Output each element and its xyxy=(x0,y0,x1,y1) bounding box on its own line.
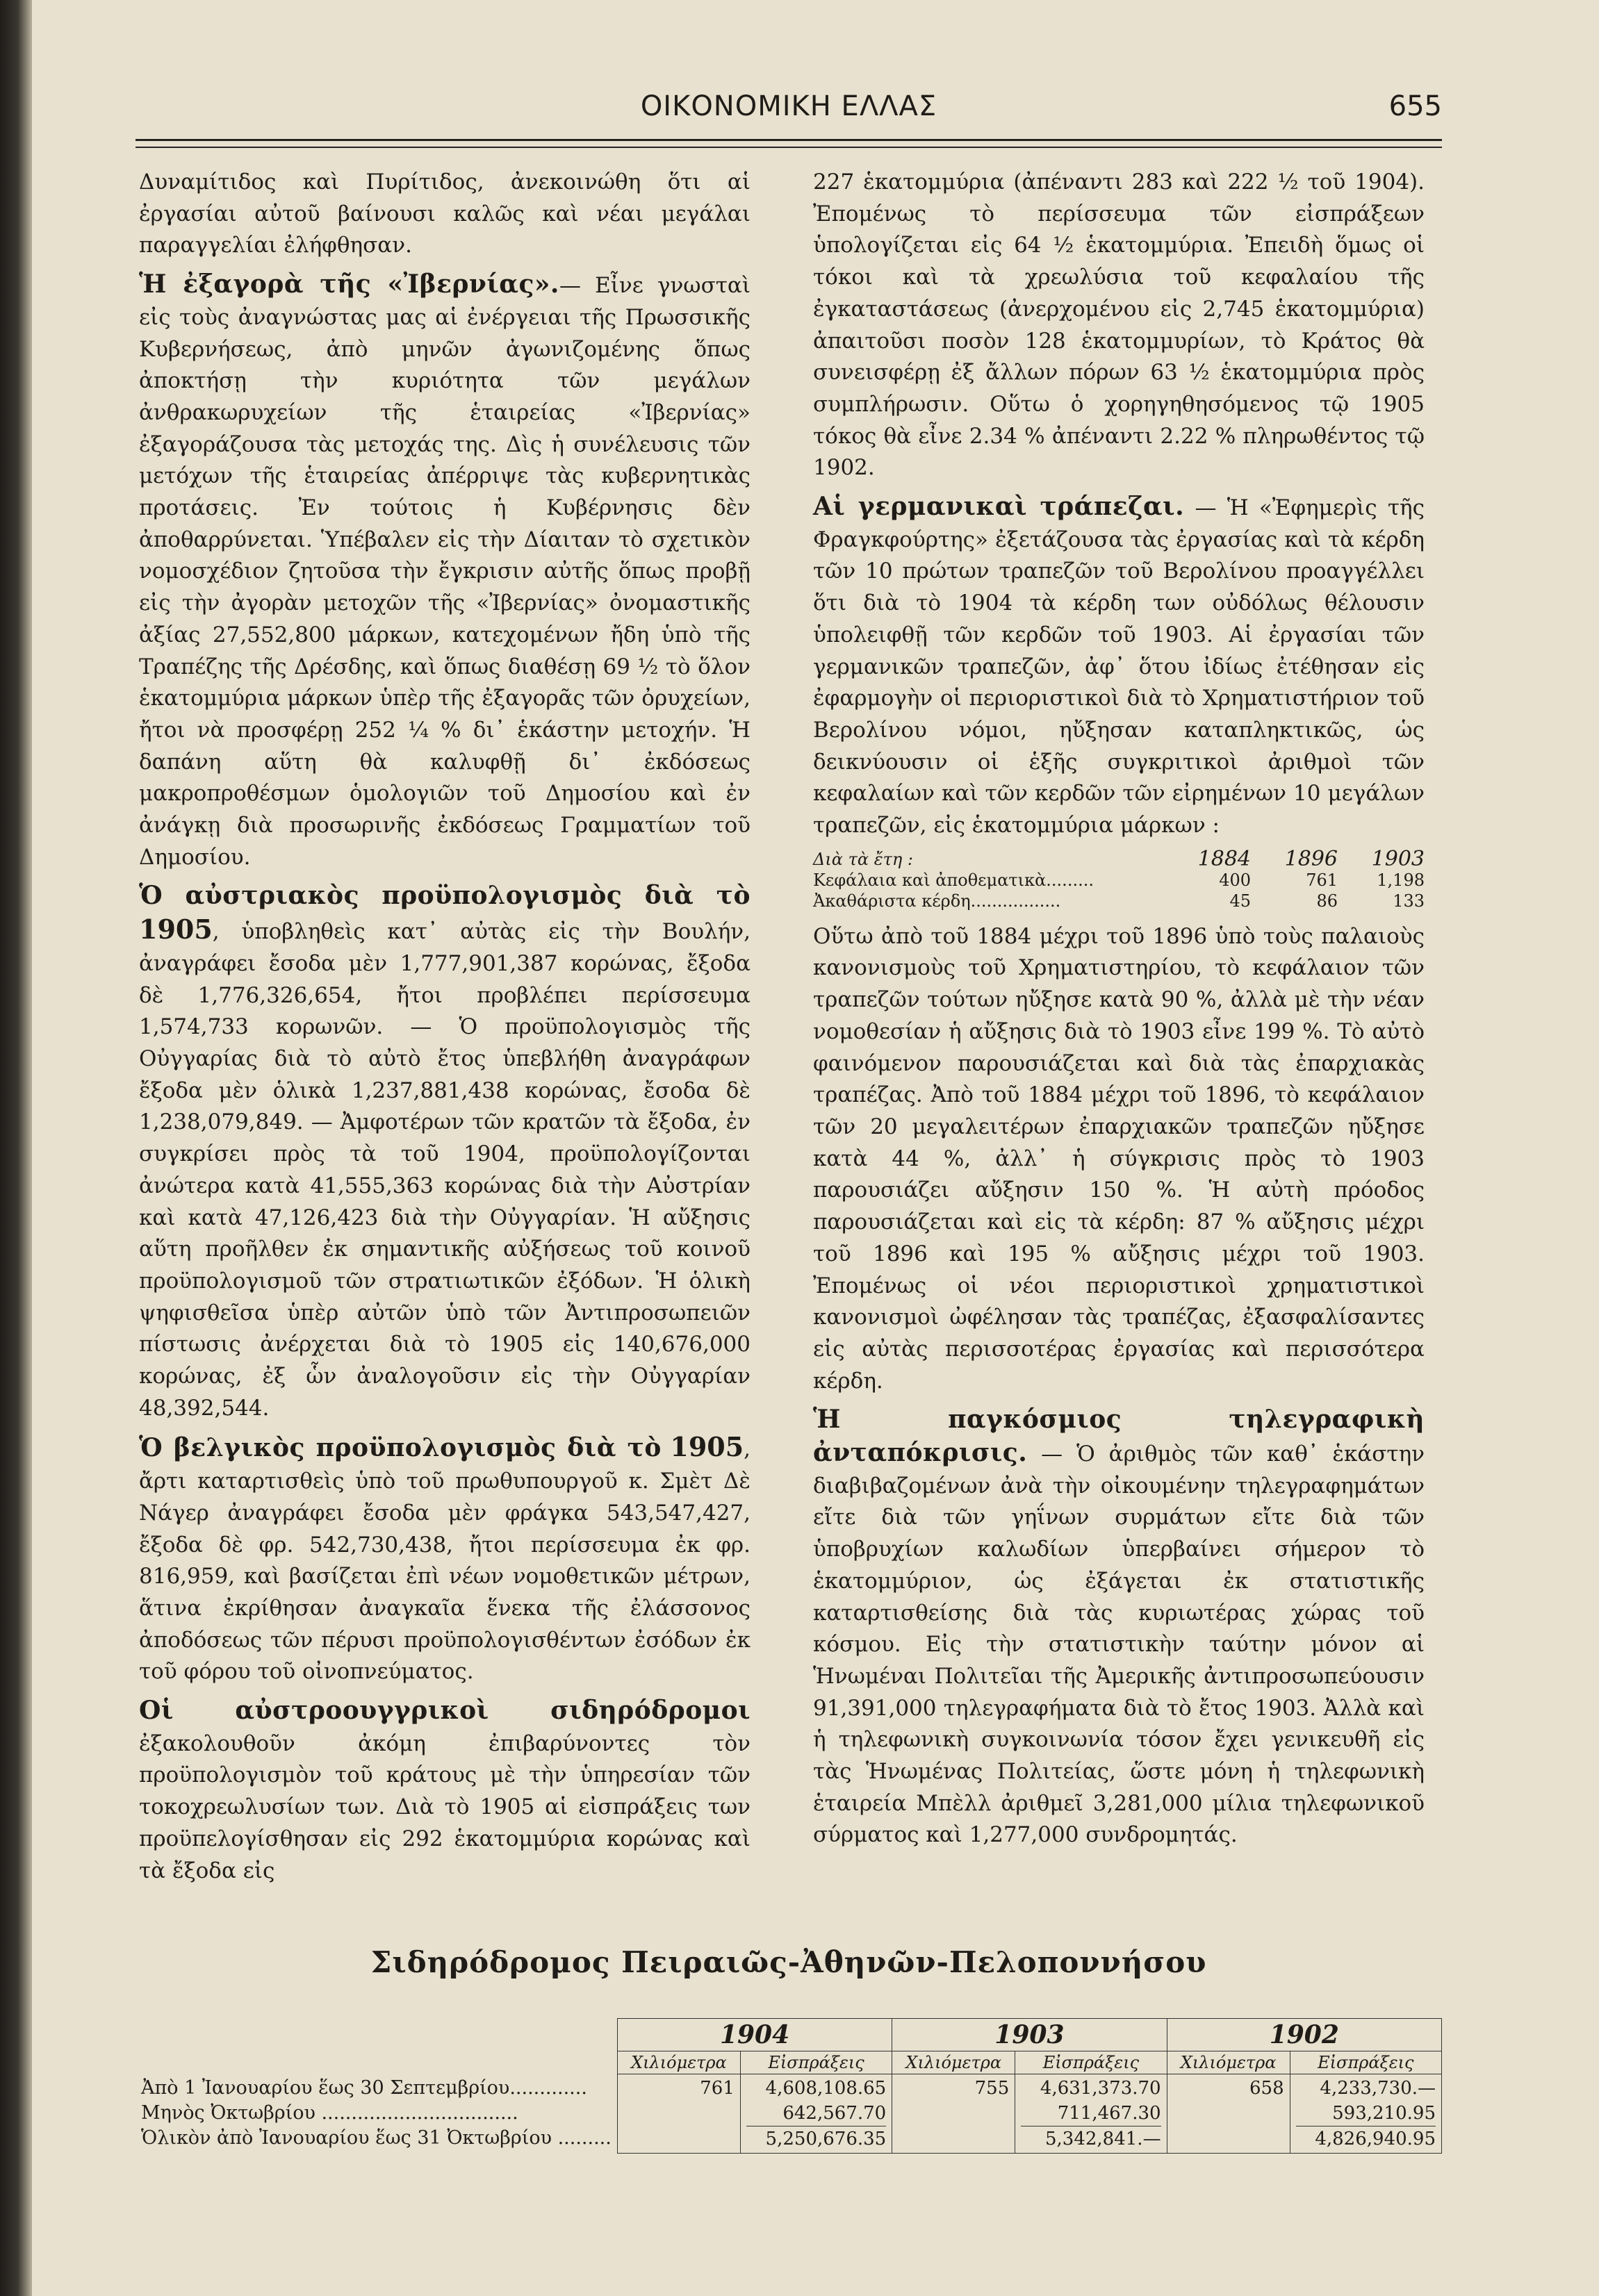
stats-value: 133 xyxy=(1393,891,1425,911)
receipt-total: 4,826,940.95 xyxy=(1296,2126,1436,2152)
running-title: ΟΙΚΟΝΟΜΙΚΗ ΕΛΛΑΣ xyxy=(640,90,937,122)
stats-row-label: Κεφάλαια καὶ ἀποθεματικὰ......... xyxy=(813,870,1094,890)
article-austrian-budget xyxy=(139,880,751,1424)
km-cell xyxy=(1167,2074,1290,2154)
article-heading-year: 1905 xyxy=(670,1431,744,1463)
stats-header-row xyxy=(813,846,1425,871)
stats-value: 45 xyxy=(1229,891,1251,911)
article-continuation: 227 ἑκατομμύρια (ἀπέναντι 283 καὶ 222 ½ τοῦ 1904). Ἐπομένως τὸ περίσσευμα τῶν εἰσπράξεων ὑπολογίζεται εἰς 64 ½ ἑκατομμύρια. Ἐπειδὴ ὅμως οἱ τόκοι καὶ τὰ χρεωλύσια τοῦ κεφαλαίου τῆς ἐγκαταστάσεως (ἀνερχομένου εἰς 2,745 ἑκατομμύρια) ἀπαιτοῦσι ποσὸν 128 ἑκατομμυρίων, τὸ Κράτος θὰ συνεισφέρῃ ἐξ ἄλλων πόρων 63 ½ ἑκατομμύρια πρὸς συμπλήρωσιν. Οὕτω ὁ χορηγηθησόμενος τῷ 1905 τόκος θὰ εἶνε 2.34 % ἀπέναντι 2.22 % πληρωθέντος τῷ 1902. xyxy=(813,170,1425,481)
stats-row-label: Ἀκαθάριστα κέρδη................. xyxy=(813,891,1061,911)
article-belgian-budget xyxy=(139,1431,751,1688)
receipt-total: 5,342,841.— xyxy=(1021,2126,1161,2152)
article-body: — Ὁ ἀριθμὸς τῶν καθ᾽ ἑκάστην διαβιβαζομένων ἀνὰ τὴν οἰκουμένην τηλεγραφημάτων εἴτε διὰ τῶν γηΐνων συρμάτων εἴτε διὰ τῶν ὑποβρυχίων καλωδίων ὑπερβαίνει σήμερον τὸ ἑκατομμύριον, ὡς ἐξάγεται ἐκ στατιστικῆς καταρτισθείσης διὰ τὰς κυριωτέρας χώρας τοῦ κόσμου. Εἰς τὴν στατιστικὴν ταύτην μόνον αἱ Ἡνωμέναι Πολιτεῖαι τῆς Ἀμερικῆς ἀντιπροσωπεύουσιν 91,391,000 τηλεγραφήματα διὰ τὸ ἔτος 1903. Ἀλλὰ καὶ ἡ τηλεφωνικὴ συγκοινωνία τόσον ἔχει γενικευθῆ εἰς τὰς Ἡνωμένας Πολιτείας, ὥστε μόνη ἡ τηλεφωνικὴ ἑταιρεία Μπὲλλ ἀριθμεῖ 3,281,000 μίλια τηλεφωνικοῦ σύρματος καὶ 1,277,000 συνδρομητάς. xyxy=(813,1442,1425,1848)
header-double-rule xyxy=(136,139,1442,148)
stats-row xyxy=(813,870,1425,891)
receipt-value: 593,210.95 xyxy=(1332,2103,1436,2124)
page-number: 655 xyxy=(1388,90,1442,122)
column-receipts: Εἰσπράξεις xyxy=(1015,2051,1167,2074)
table-data-row xyxy=(136,2074,1442,2154)
column-receipts: Εἰσπράξεις xyxy=(1290,2051,1441,2074)
table-corner xyxy=(136,2051,617,2074)
article-ibernia xyxy=(139,269,751,873)
stats-value: 86 xyxy=(1316,891,1338,911)
article-heading-year: 1905 xyxy=(139,914,213,945)
left-column xyxy=(139,167,751,1894)
receipt-value: 4,631,373.70 xyxy=(1040,2078,1161,2099)
article-heading: Ὁ βελγικὸς προϋπολογισμὸς διὰ τὸ xyxy=(139,1433,662,1463)
stats-year: 1903 xyxy=(1371,846,1425,871)
article-heading: Αἱ γερμανικαὶ τράπεζαι. xyxy=(813,492,1185,522)
stats-value: 761 xyxy=(1306,870,1338,890)
row-labels xyxy=(136,2074,617,2154)
receipt-value: 4,233,730.— xyxy=(1320,2078,1436,2099)
article-heading: Οἱ αὐστροουγγρικοὶ σιδηρόδρομοι xyxy=(139,1696,751,1726)
article-telegraph xyxy=(813,1404,1425,1851)
stats-value: 1,198 xyxy=(1377,870,1425,890)
km-value: 761 xyxy=(700,2078,735,2099)
km-value: 755 xyxy=(974,2078,1010,2099)
row-label: Ἀπὸ 1 Ἰανουαρίου ἕως 30 Σεπτεμβρίου............. xyxy=(141,2076,587,2099)
table-year: 1902 xyxy=(1167,2019,1441,2051)
km-cell xyxy=(892,2074,1015,2154)
railway-receipts-table xyxy=(136,2018,1442,2154)
receipts-cell xyxy=(740,2074,892,2154)
table-corner xyxy=(136,2019,617,2051)
column-km: Χιλιόμετρα xyxy=(617,2051,740,2074)
page-header xyxy=(136,90,1442,132)
article-body: — Εἶνε γνωσταὶ εἰς τοὺς ἀναγνώστας μας αἱ ἐνέργειαι τῆς Πρωσσικῆς Κυβερνήσεως, ἀπὸ μηνῶν ἀγωνιζομένης ὅπως ἀποκτήσῃ τὴν κυριότητα τῶν μεγάλων ἀνθρακωρυχείων τῆς ἑταιρείας «Ἰβερνίας» ἐξαγοράζουσα τὰς μετοχάς της. Δὶς ἡ συνέλευσις τῶν μετόχων τῆς ἑταιρείας ἀπέρριψε τὰς κυβερνητικὰς προτάσεις. Ἐν τούτοις ἡ Κυβέρνησις δὲν ἀποθαρρύνεται. Ὑπέβαλεν εἰς τὴν Δίαιταν τὸ σχετικὸν νομοσχέδιον ζητοῦσα τὴν ἔγκρισιν αὐτῆς ὅπως προβῇ εἰς τὴν ἀγορὰν μετοχῶν τῆς «Ἰβερνίας» ὀνομαστικῆς ἀξίας 27,552,800 μάρκων, κατεχομένων ἤδη ὑπὸ τῆς Τραπέζης τῆς Δρέσδης, καὶ ὅπως διαθέσῃ 69 ½ τὸ ὅλον ἑκατομμύρια μάρκων ὑπὲρ τῆς ἐξαγορᾶς τῶν ὀρυχείων, ἤτοι νὰ προσφέρῃ 252 ¼ % δι᾽ ἑκάστην μετοχήν. Ἡ δαπάνη αὕτη θὰ καλυφθῇ δι᾽ ἐκδόσεως μακροπροθέσμων ὁμολογιῶν τοῦ Δημοσίου καὶ ἐν ἀνάγκῃ διὰ προσωρινῆς ἐκδόσεως Γραμματίων τοῦ Δημοσίου. xyxy=(139,273,751,870)
article-body: ἐξακολουθοῦν ἀκόμη ἐπιβαρύνοντες τὸν προϋπολογισμὸν τοῦ κράτους μὲ τὴν ὑπηρεσίαν τῶν τοκοχρεωλυσίων των. Διὰ τὸ 1905 αἱ εἰσπράξεις των προϋπελογίσθησαν εἰς 292 ἑκατομμύρια κορώνας καὶ τὰ ἔξοδα εἰς xyxy=(139,1731,751,1883)
row-label: Ὁλικὸν ἀπὸ Ἰανουαρίου ἕως 31 Ὀκτωβρίου ......... xyxy=(141,2126,612,2149)
receipt-value: 4,608,108.65 xyxy=(765,2078,887,2099)
km-cell xyxy=(617,2074,740,2154)
article-austrohungarian-railways xyxy=(139,1695,751,1887)
stats-year: 1896 xyxy=(1284,846,1338,871)
row-label: Μηνὸς Ὀκτωβρίου ................................. xyxy=(141,2101,518,2124)
article-body: — Ἡ «Ἐφημερὶς τῆς Φραγκφούρτης» ἐξετάζουσα τὰς ἐργασίας καὶ τὰ κέρδη τῶν 10 πρώτων τραπεζῶν τοῦ Βερολίνου προαγγέλλει ὅτι διὰ τὸ 1904 τὰ κέρδη των οὐδόλως θέλουσιν ὑπολειφθῇ τῶν κερδῶν τοῦ 1903. Αἱ ἐργασίαι τῶν γερμανικῶν τραπεζῶν, ἀφ᾽ ὅτου ἰδίως ἐτέθησαν εἰς ἐφαρμογὴν οἱ περιοριστικοὶ διὰ τὸ Χρηματιστήριον τοῦ Βερολίνου νόμοι, ηὔξησαν καταπληκτικῶς, ὡς δεικνύουσιν οἱ ἑξῆς συγκριτικοὶ ἀριθμοὶ τῶν κεφαλαίων καὶ τῶν κερδῶν τῶν εἰρημένων 10 μεγάλων τραπεζῶν, εἰς ἑκατομμύρια μάρκων : xyxy=(813,495,1425,839)
column-km: Χιλιόμετρα xyxy=(1167,2051,1290,2074)
stats-row-label: Διὰ τὰ ἔτη : xyxy=(813,849,913,869)
article-body: , ἄρτι καταρτισθεὶς ὑπὸ τοῦ πρωθυπουργοῦ κ. Σμὲτ Δὲ Νάγερ ἀναγράφει ἔσοδα μὲν φράγκα 543,547,427, ἔξοδα δὲ φρ. 542,730,438, ἤτοι περίσσευμα ἐκ φρ. 816,959, καὶ βασίζεται ἐπὶ νέων νομοθετικῶν μέτρων, ἅτινα ἐκρίθησαν ἀναγκαῖα ἕνεκα τῆς ἐλάσσονος ἀποδόσεως τῶν πέρυσι προϋπολογισθέντων ἐσόδων ἐκ τοῦ φόρου τοῦ οἰνοπνεύματος. xyxy=(139,1437,751,1685)
column-receipts: Εἰσπράξεις xyxy=(740,2051,892,2074)
receipt-total: 5,250,676.35 xyxy=(746,2126,886,2152)
article-heading: Ἡ ἐξαγορὰ τῆς «Ἰβερνίας». xyxy=(139,270,559,299)
article-continuation: Δυναμίτιδος καὶ Πυρίτιδος, ἀνεκοινώθη ὅτι αἱ ἐργασίαι αὐτοῦ βαίνουσι καλῶς καὶ νέαι μεγάλαι παραγγελίαι ἐλήφθησαν. xyxy=(139,170,751,258)
bank-statistics-table xyxy=(813,846,1425,911)
railway-receipts-section xyxy=(136,1924,1442,2258)
stats-value: 400 xyxy=(1219,870,1251,890)
table-year-row xyxy=(136,2019,1442,2051)
table-year: 1903 xyxy=(892,2019,1167,2051)
article-german-banks xyxy=(813,491,1425,842)
table-title: Σιδηρόδρομος Πειραιῶς-Ἀθηνῶν-Πελοποννήσου xyxy=(370,1945,1207,1979)
column-km: Χιλιόμετρα xyxy=(892,2051,1015,2074)
receipts-cell xyxy=(1015,2074,1167,2154)
article-heading: Ὁ αὐστριακὸς προϋπολογισμὸς διὰ τὸ xyxy=(139,881,751,911)
article-body: Οὕτω ἀπὸ τοῦ 1884 μέχρι τοῦ 1896 ὑπὸ τοὺς παλαιοὺς κανονισμοὺς τοῦ Χρηματιστηρίου, τὸ κεφάλαιον τῶν τραπεζῶν τούτων ηὔξησε κατὰ 90 %, ἀλλὰ μὲ τὴν νέαν νομοθεσίαν ἡ αὔξησις διὰ τὸ 1903 εἶνε 199 %. Τὸ αὐτὸ φαινόμενον παρουσιάζεται καὶ διὰ τὰς ἐπαρχιακὰς τραπέζας. Ἀπὸ τοῦ 1884 μέχρι τοῦ 1896, τὸ κεφάλαιον τῶν 20 μεγαλειτέρων ἐπαρχιακῶν τραπεζῶν ηὔξησε κατὰ 44 %, ἀλλ᾽ ἡ σύγκρισις πρὸς τὸ 1903 παρουσιάζει αὔξησιν 150 %. Ἡ αὐτὴ πρόοδος παρουσιάζεται καὶ εἰς τὰ κέρδη: 87 % αὔξησις μέχρι τοῦ 1896 καὶ 195 % αὔξησις μέχρι τοῦ 1903. Ἐπομένως οἱ νέοι περιοριστικοὶ χρηματιστικοὶ κανονισμοὶ ὠφέλησαν τὰς τραπέζας, ἐξασφαλίσαντες εἰς αὐτὰς περισσοτέρας ἐργασίας καὶ περισσότερα κέρδη. xyxy=(813,923,1425,1394)
receipts-cell xyxy=(1290,2074,1441,2154)
receipt-value: 711,467.30 xyxy=(1057,2103,1161,2124)
right-column xyxy=(813,167,1425,1858)
book-spine-shadow xyxy=(0,0,32,2296)
table-subheader-row xyxy=(136,2051,1442,2074)
article-heading: Ἡ παγκόσμιος τηλεγραφικὴ ἀνταπόκρισις. xyxy=(813,1405,1425,1468)
stats-row xyxy=(813,891,1425,911)
table-year: 1904 xyxy=(617,2019,892,2051)
article-body: , ὑποβληθεὶς κατ᾽ αὐτὰς εἰς τὴν Βουλήν, ἀναγράφει ἔσοδα μὲν 1,777,901,387 κορώνας, ἔξοδα δὲ 1,776,326,654, ἤτοι προβλέπει περίσσευμα 1,574,733 κορωνῶν. — Ὁ προϋπολογισμὸς τῆς Οὐγγαρίας διὰ τὸ αὐτὸ ἔτος ὑπεβλήθη ἀναγράφων ἔξοδα μὲν ὁλικὰ 1,237,881,438 κορώνας, ἔσοδα δὲ 1,238,079,849. — Ἀμφοτέρων τῶν κρατῶν τὰ ἔξοδα, ἐν συγκρίσει πρὸς τὰ τοῦ 1904, προϋπολογίζονται ἀνώτερα κατὰ 41,555,363 κορώνας διὰ τὴν Αὐστρίαν καὶ κατὰ 47,126,423 διὰ τὴν Οὐγγαρίαν. Ἡ αὔξησις αὕτη προῆλθεν ἐκ σημαντικῆς αὐξήσεως τοῦ κοινοῦ προϋπολογισμοῦ τῶν στρατιωτικῶν ἐξόδων. Ἡ ὁλικὴ ψηφισθεῖσα ὑπὲρ αὐτῶν ὑπὸ τῶν Ἀντιπροσωπειῶν πίστωσις ἀνέρχεται διὰ τὸ 1905 εἰς 140,676,000 κορώνας, ἐξ ὧν ἀναλογοῦσιν εἰς τὴν Οὐγγαρίαν 48,392,544. xyxy=(139,919,751,1421)
receipt-value: 642,567.70 xyxy=(782,2103,887,2124)
km-value: 658 xyxy=(1249,2078,1284,2099)
stats-year: 1884 xyxy=(1197,846,1251,871)
